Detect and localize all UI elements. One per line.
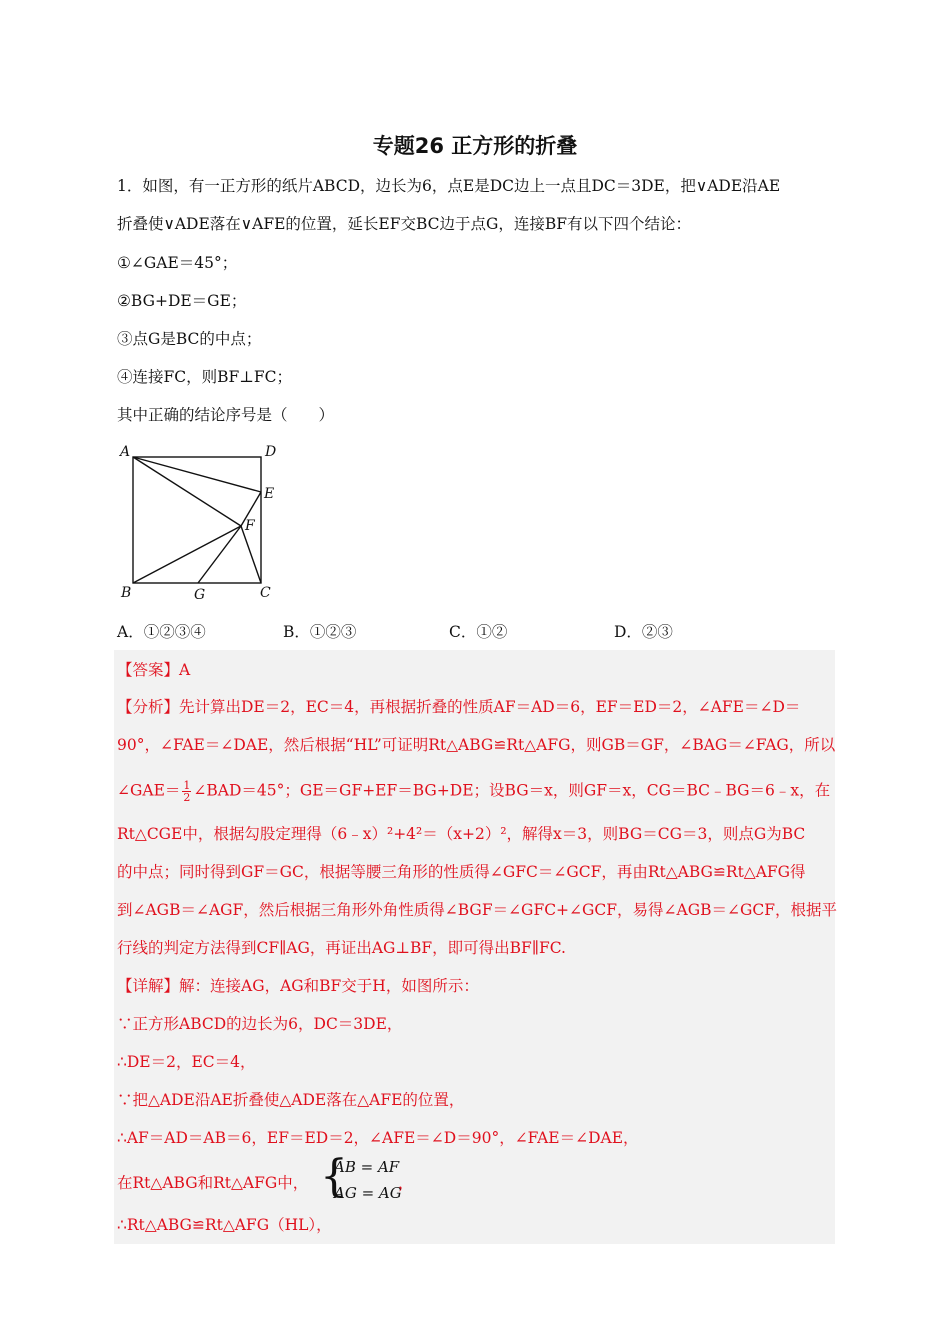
analysis-line-7: 行线的判定方法得到CF∥AG，再证出AG⊥BF，即可得出BF∥FC. [117, 939, 566, 957]
one-half-fraction [182, 780, 191, 803]
equation-row-2: AG = AG [334, 1184, 402, 1202]
page-title: 专题26 正方形的折叠 [372, 134, 578, 158]
question-line-2: 折叠使∨ADE落在∨AFE的位置，延长EF交BC边于点G，连接BF有以下四个结论： [117, 215, 692, 233]
detail-line-2: ∵正方形ABCD的边长为6，DC＝3DE， [117, 1015, 403, 1033]
detail-line-4: ∵把△ADE沿AE折叠使△ADE落在△AFE的位置， [117, 1091, 465, 1109]
choice-a[interactable]: A．①②③④ [117, 623, 206, 641]
square-abcd [133, 457, 261, 583]
fraction-numerator: 1 [183, 779, 191, 792]
detail-line-1: 【详解】解：连接AG，AG和BF交于H，如图所示： [117, 977, 479, 995]
conclusion-4: ④连接FC，则BF⊥FC； [117, 368, 292, 386]
label-e: E [264, 486, 275, 502]
choice-c[interactable]: C．①② [449, 623, 508, 641]
left-brace: { [320, 1151, 348, 1202]
detail-line-3: ∴DE＝2，EC＝4， [117, 1053, 256, 1071]
detail-line-5: ∴AF＝AD＝AB＝6，EF＝ED＝2，∠AFE＝∠D＝90°，∠FAE＝∠DAE， [117, 1129, 639, 1147]
choice-d[interactable]: D．②③ [614, 623, 673, 641]
conclusion-1: ①∠GAE＝45°； [117, 254, 238, 272]
conclusion-2: ②BG+DE＝GE； [117, 292, 247, 310]
label-d: D [265, 444, 277, 460]
label-a: A [120, 444, 131, 460]
analysis-line-5: 的中点；同时得到GF＝GC，根据等腰三角形的性质得∠GFC＝∠GCF，再由Rt△ABG≌Rt△AFG得 [117, 863, 806, 881]
question-prompt: 其中正确的结论序号是（ ） [117, 406, 335, 424]
choice-b[interactable]: B．①②③ [283, 623, 357, 641]
segment-fg [198, 526, 241, 583]
label-b: B [121, 585, 132, 601]
label-c: C [260, 585, 271, 601]
label-f: F [245, 518, 255, 534]
question-line-1: 1．如图，有一正方形的纸片ABCD，边长为6，点E是DC边上一点且DC＝3DE，把∨ADE沿AE [117, 177, 781, 195]
analysis-line-3-end: ∠BAD＝45°；GE＝GF+EF＝BG+DE；设BG＝x，则GF＝x，CG＝BC﹣BG＝6﹣x，在 [193, 781, 831, 800]
analysis-line-1: 【分析】先计算出DE＝2，EC＝4，再根据折叠的性质AF＝AD＝6，EF＝ED＝2，∠AFE＝∠D＝ [117, 698, 801, 716]
label-g: G [194, 587, 206, 603]
analysis-line-6: 到∠AGB＝∠AGF，然后根据三角形外角性质得∠BGF＝∠GFC+∠GCF，易得∠AGB＝∠GCF，根据平 [117, 901, 837, 919]
answer-label: 【答案】A [117, 661, 191, 679]
system-comma: ， [398, 1174, 414, 1192]
equation-row-1: AB = AF [334, 1158, 400, 1176]
conclusion-3: ③点G是BC的中点； [117, 330, 262, 348]
fraction-denominator: 2 [183, 791, 191, 804]
segment-fc [241, 526, 261, 583]
analysis-line-2: 90°，∠FAE＝∠DAE，然后根据“HL”可证明Rt△ABG≌Rt△AFG，则GB＝GF，∠BAG＝∠FAG，所以 [117, 736, 836, 754]
analysis-line-4: Rt△CGE中，根据勾股定理得（6﹣x）²+4²＝（x+2）²，解得x＝3，则BG＝CG＝3，则点G为BC [117, 825, 806, 843]
square-fold-figure [110, 440, 290, 605]
detail-line-7: ∴Rt△ABG≌Rt△AFG（HL）， [117, 1216, 332, 1234]
detail-line-6: 在Rt△ABG和Rt△AFG中， [117, 1174, 309, 1192]
segment-bf [133, 526, 241, 583]
analysis-line-3-start: ∠GAE＝ [117, 781, 181, 800]
segment-af [133, 457, 241, 526]
analysis-line-3 [117, 780, 830, 803]
segment-ae [133, 457, 261, 492]
